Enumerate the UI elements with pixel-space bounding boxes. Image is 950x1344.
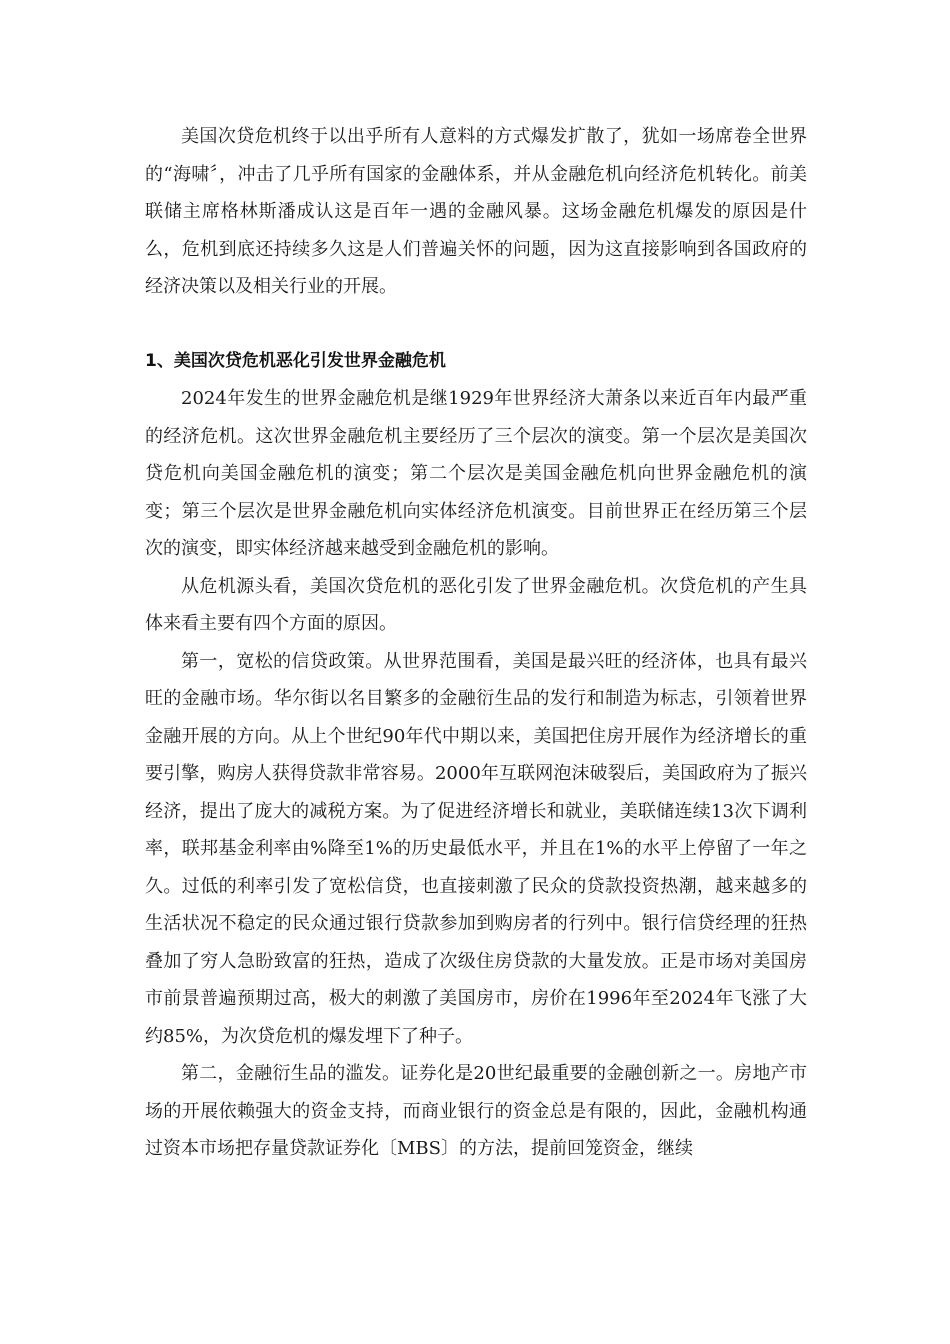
body-paragraph: 第二，金融衍生品的滥发。证券化是20世纪最重要的金融创新之一。房地产市场的开展依赖强大的资金支持，而商业银行的资金总是有限的，因此，金融机构通过资本市场把存量贷款证券化〔MBS〕的方法，提前回笼资金，继续 [145, 1063, 807, 1159]
document-body [145, 118, 807, 1168]
section-heading: 1、美国次贷危机恶化引发世界金融危机 [145, 350, 446, 371]
body-paragraph: 2024年发生的世界金融危机是继1929年世界经济大萧条以来近百年内最严重的经济危机。这次世界金融危机主要经历了三个层次的演变。第一个层次是美国次贷危机向美国金融危机的演变；第二个层次是美国金融危机向世界金融危机的演变；第三个层次是世界金融危机向实体经济危机演变。目前世界正在经历第三个层次的演变，即实体经济越来越受到金融危机的影响。 [145, 388, 807, 559]
intro-paragraph: 美国次贷危机终于以出乎所有人意料的方式爆发扩散了，犹如一场席卷全世界的“海啸〞，冲击了几乎所有国家的金融体系，并从金融危机向经济危机转化。前美联储主席格林斯潘成认这是百年一遇的金融风暴。这场金融危机爆发的原因是什么，危机到底还持续多久这是人们普遍关怀的问题，因为这直接影响到各国政府的经济决策以及相关行业的开展。 [145, 126, 807, 297]
body-paragraph: 从危机源头看，美国次贷危机的恶化引发了世界金融危机。次贷危机的产生具体来看主要有四个方面的原因。 [145, 575, 807, 634]
body-paragraph: 第一，宽松的信贷政策。从世界范围看，美国是最兴旺的经济体，也具有最兴旺的金融市场。华尔街以名目繁多的金融衍生品的发行和制造为标志，引领着世界金融开展的方向。从上个世纪90年代中期以来，美国把住房开展作为经济增长的重要引擎，购房人获得贷款非常容易。2000年互联网泡沫破裂后，美国政府为了振兴经济，提出了庞大的减税方案。为了促进经济增长和就业，美联储连续13次下调利率，联邦基金利率由%降至1%的历史最低水平，并且在1%的水平上停留了一年之久。过低的利率引发了宽松信贷，也直接刺激了民众的贷款投资热潮，越来越多的生活状况不稳定的民众通过银行贷款参加到购房者的行列中。银行信贷经理的狂热叠加了穷人急盼致富的狂热，造成了次级住房贷款的大量发放。正是市场对美国房市前景普遍预期过高，极大的刺激了美国房市，房价在1996年至2024年飞涨了大约85%，为次贷危机的爆发埋下了种子。 [145, 650, 807, 1047]
